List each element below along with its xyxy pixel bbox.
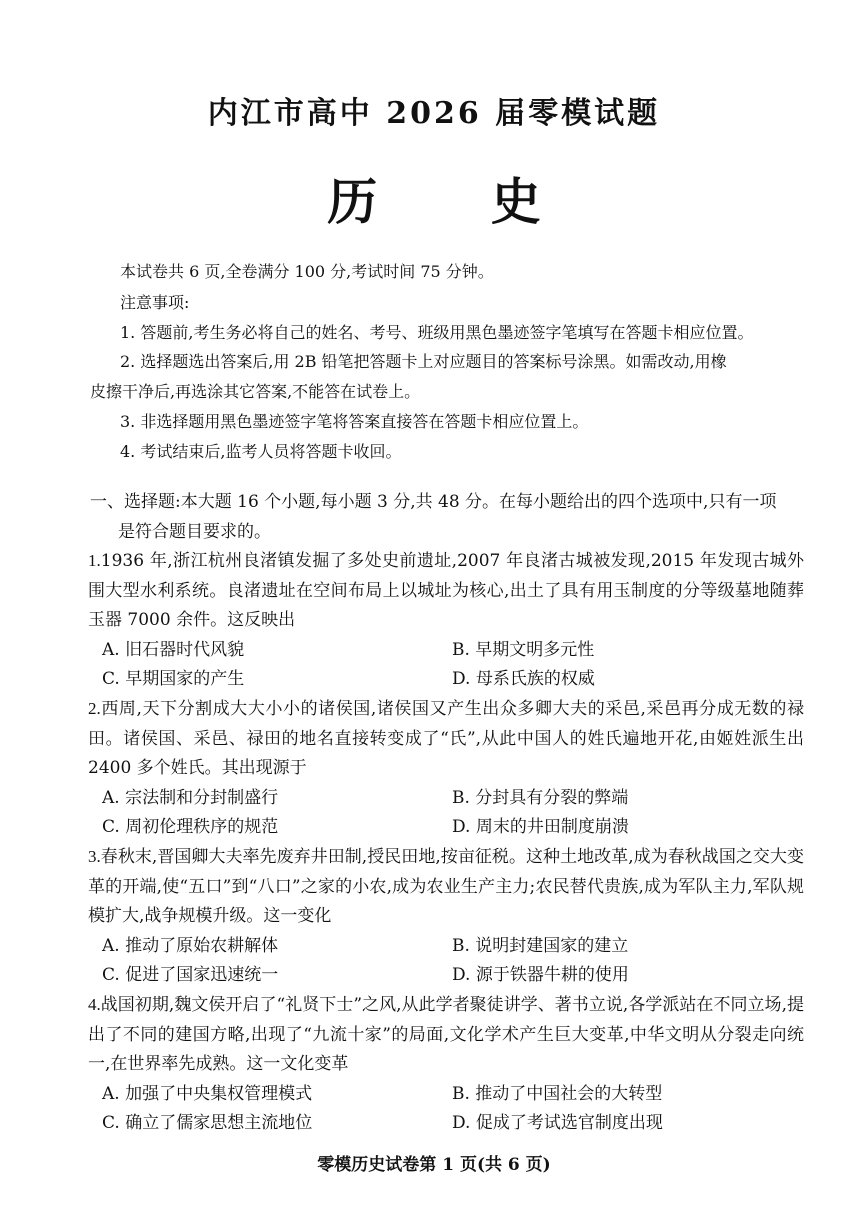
question-1-stem (88, 546, 804, 636)
section-heading-line-2: 是符合题目要求的。 (118, 522, 271, 542)
subject-title: 历 史 (327, 172, 589, 231)
note-2-line-1: 2. 选择题选出答案后,用 2B 铅笔把答题卡上对应题目的答案标号涂黑。如需改动,用橡 (120, 352, 727, 371)
question-3-number: 3. (88, 847, 101, 866)
question-1-option-c: C. 早期国家的产生 (102, 669, 245, 689)
question-2-option-a: A. 宗法制和分封制盛行 (102, 787, 279, 808)
question-1-option-a: A. 旧石器时代风貌 (102, 639, 245, 660)
note-2-line-2: 皮擦干净后,再选涂其它答案,不能答在试卷上。 (90, 382, 421, 401)
question-2-number: 2. (88, 699, 101, 718)
question-4-options (88, 1080, 804, 1139)
question-3 (88, 842, 804, 991)
question-4-number: 4. (88, 995, 101, 1014)
question-3-option-c: C. 促进了国家迅速统一 (102, 965, 279, 985)
page-footer: 零模历史试卷第 1 页(共 6 页) (317, 1155, 551, 1175)
section-heading-line-1: 一、选择题:本大题 16 个小题,每小题 3 分,共 48 分。在每小题给出的四个选项中,只有一项 (90, 492, 777, 512)
question-3-text: 春秋末,晋国卿大夫率先废弃井田制,授民田地,按亩征税。这种土地改革,成为春秋战国之交大变革的开端,使“五口”到“八口”之家的小农,成为农业生产主力;农民替代贵族,成为军队主力,军队规模扩大,战争规模升级。这一变化 (88, 847, 804, 926)
question-4 (88, 990, 804, 1139)
note-1: 1. 答题前,考生务必将自己的姓名、考号、班级用黑色墨迹签字笔填写在答题卡相应位置。 (120, 323, 754, 342)
question-4-option-a: A. 加强了中央集权管理模式 (102, 1083, 313, 1104)
note-3: 3. 非选择题用黑色墨迹签字笔将答案直接答在答题卡相应位置上。 (120, 412, 589, 431)
question-4-stem (88, 990, 804, 1080)
question-3-option-d: D. 源于铁器牛耕的使用 (452, 965, 629, 985)
question-1 (88, 546, 804, 695)
question-2-text: 西周,天下分割成大大小小的诸侯国,诸侯国又产生出众多卿大夫的采邑,采邑再分成无数的禄田。诸侯国、采邑、禄田的地名直接转变成了“氏”,从此中国人的姓氏遍地开花,由姬姓派生出 2400 多个姓氏。其出现源于 (88, 699, 804, 778)
section-heading (90, 487, 808, 547)
question-1-option-d: D. 母系氏族的权威 (452, 669, 595, 689)
question-4-option-d: D. 促成了考试选官制度出现 (452, 1113, 663, 1133)
question-2-stem (88, 694, 804, 784)
question-3-option-a: A. 推动了原始农耕解体 (102, 935, 279, 956)
note-4: 4. 考试结束后,监考人员将答题卡收回。 (120, 442, 402, 461)
question-2-option-d: D. 周末的井田制度崩溃 (452, 817, 629, 837)
question-3-option-b: B. 说明封建国家的建立 (452, 935, 629, 956)
question-4-option-b: B. 推动了中国社会的大转型 (452, 1083, 663, 1104)
question-2-option-b: B. 分封具有分裂的弊端 (452, 787, 629, 808)
question-4-text: 战国初期,魏文侯开启了“礼贤下士”之风,从此学者聚徒讲学、著书立说,各学派站在不同立场,提出了不同的建国方略,出现了“九流十家”的局面,文化学术产生巨大变革,中华文明从分裂走向统一,在世界率先成熟。这一文化变革 (88, 995, 804, 1074)
question-1-options (88, 636, 804, 695)
question-2 (88, 694, 804, 843)
exam-intro: 本试卷共 6 页,全卷满分 100 分,考试时间 75 分钟。 (120, 262, 494, 281)
question-2-options (88, 784, 804, 843)
exam-title: 内江市高中 2026 届零模试题 (207, 96, 661, 131)
question-2-option-c: C. 周初伦理秩序的规范 (102, 817, 279, 837)
question-1-option-b: B. 早期文明多元性 (452, 639, 595, 660)
question-1-number: 1. (88, 551, 101, 570)
notes-heading: 注意事项: (120, 293, 190, 312)
question-3-stem (88, 842, 804, 932)
question-3-options (88, 932, 804, 991)
question-4-option-c: C. 确立了儒家思想主流地位 (102, 1113, 313, 1133)
question-1-text: 1936 年,浙江杭州良渚镇发掘了多处史前遗址,2007 年良渚古城被发现,2015 年发现古城外围大型水利系统。良渚遗址在空间布局上以城址为核心,出土了具有用玉制度的分等级墓地随葬玉器 7000 余件。这反映出 (88, 551, 804, 630)
